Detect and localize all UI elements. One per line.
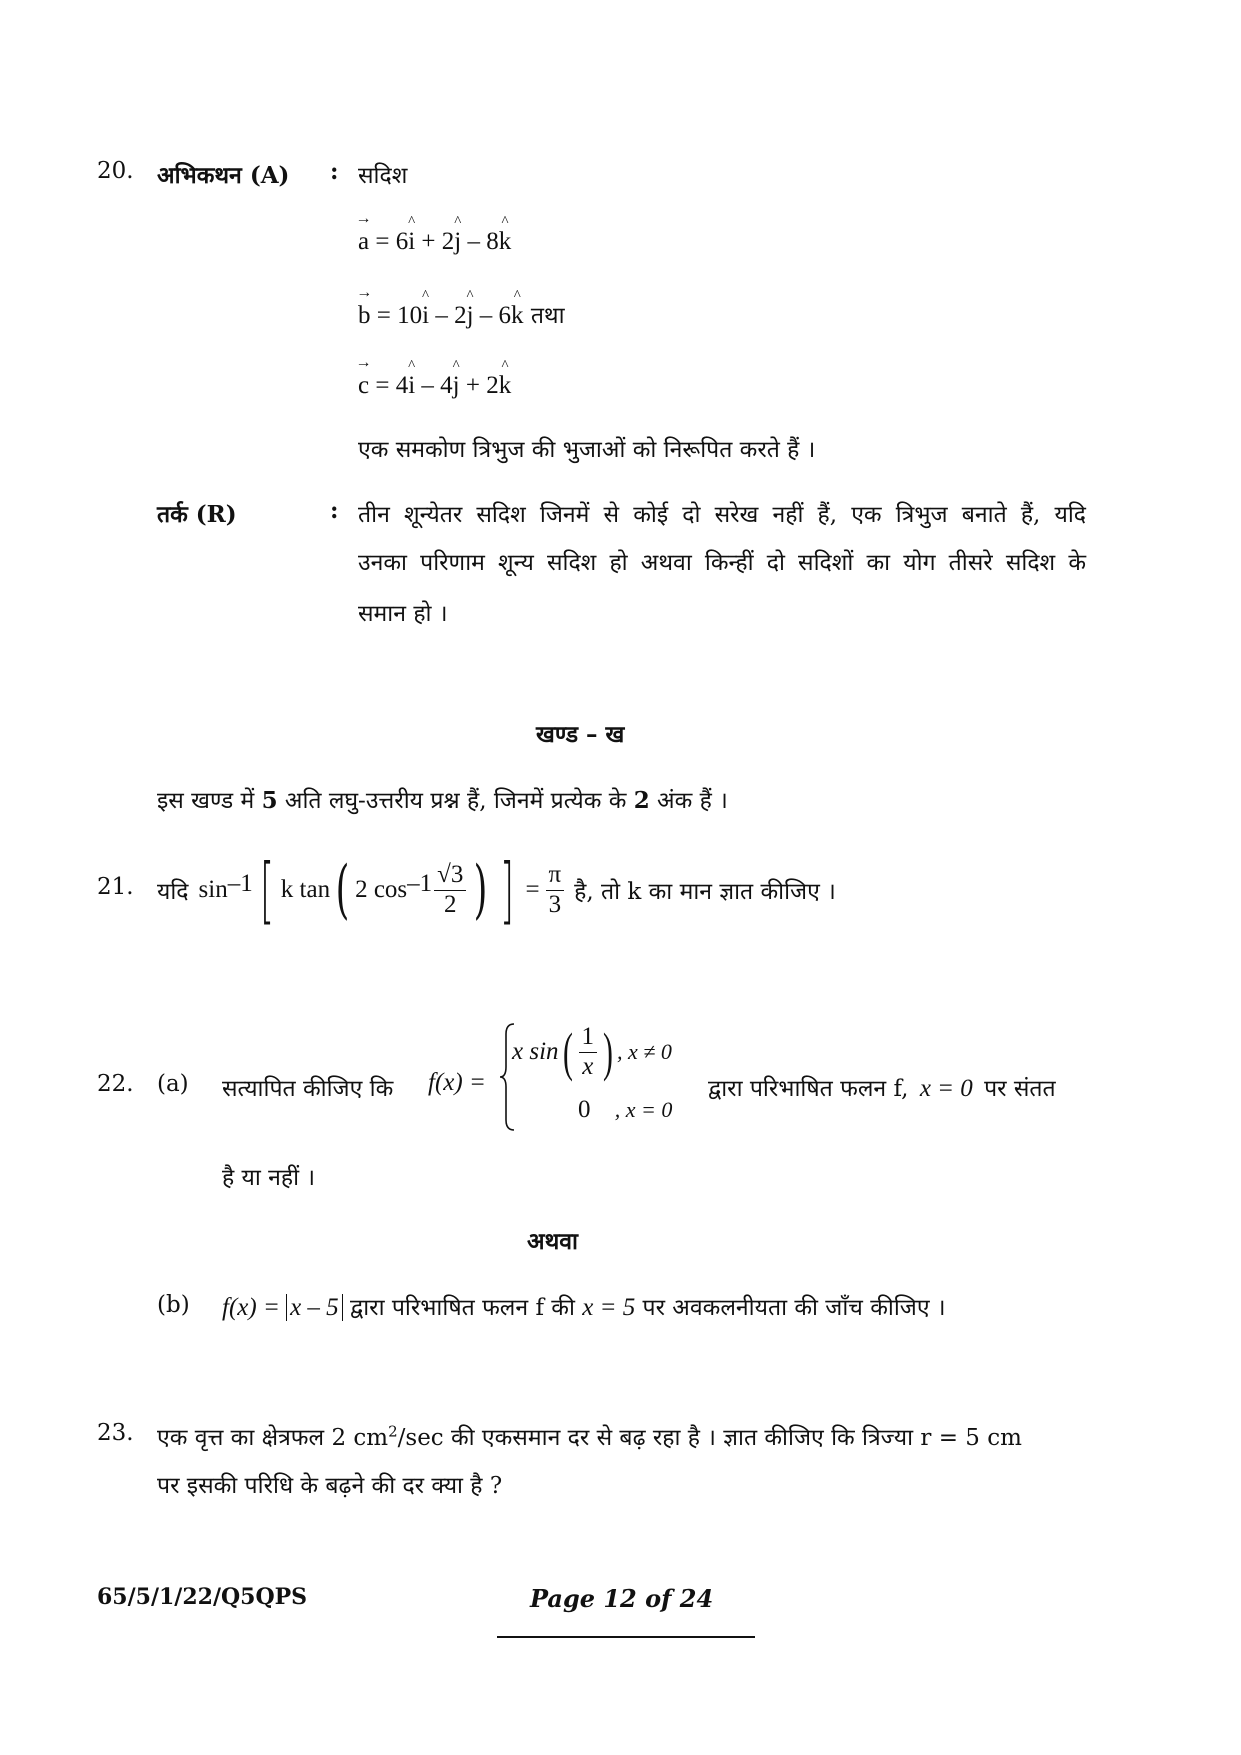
q22-number: 22. — [97, 1071, 134, 1097]
q22-fx: f(x) = — [428, 1069, 486, 1096]
vector-b-name: → b — [358, 302, 371, 330]
q22-part-b-text: f(x) = x – 5 द्वारा परिभाषित फलन f की x = 5 पर अवकलनीयता की जाँच कीजिए । — [222, 1294, 946, 1321]
vector-c-equation: → c = 4^ i – 4^ j + 2^ k — [358, 372, 511, 400]
vector-b-equation: → b = 10^ i – 2^ j – 6^ k तथा — [358, 298, 565, 330]
vector-a-name: → a — [358, 228, 369, 256]
q22-part-a-line-2: है या नहीं । — [222, 1165, 316, 1191]
q23-number: 23. — [97, 1420, 134, 1446]
q20-assertion-intro: सदिश — [358, 163, 408, 189]
vector-a-equation: → a = 6^ i + 2^ j – 8^ k — [358, 228, 511, 256]
q20-number: 20. — [97, 158, 134, 184]
q20-assertion-label: अभिकथन (A) — [157, 162, 290, 189]
vector-c-name: → c — [358, 372, 369, 400]
footer-paper-code: 65/5/1/22/Q5QPS — [97, 1584, 308, 1610]
section-title: खण्ड – ख — [536, 721, 625, 748]
q22-case-2: 0 , x = 0 — [578, 1096, 673, 1123]
q22-abs-value: x – 5 — [286, 1294, 343, 1321]
q22-part-a-label: (a) — [157, 1071, 189, 1097]
q21-fraction-pi-over-3: $\frac{\pi}{3}$ — [546, 861, 565, 920]
q20-assertion-end: एक समकोण त्रिभुज की भुजाओं को निरूपित करते हैं । — [358, 437, 816, 463]
footer-underline — [497, 1636, 755, 1638]
q20-reason-line-2: उनका परिणाम शून्य सदिश हो अथवा किन्हीं दो सदिशों का योग तीसरे सदिश के — [358, 550, 1086, 576]
q20-reason-line-3: समान हो । — [358, 601, 448, 627]
q22-fraction-1-over-x: $\frac{1}{x}$ — [579, 1023, 598, 1082]
q21-equation: यदि sin –1 [ k tan ( 2 cos –1 $\frac{√3}{2}$ ) ] = $\frac{\pi}{3}$ है, तो k का मान ज्ञात कीजिए । — [157, 848, 836, 932]
q21-suffix: है, तो k का मान ज्ञात कीजिए । — [574, 879, 836, 905]
q20-assertion-colon: : — [330, 158, 339, 185]
q21-number: 21. — [97, 874, 134, 900]
q22-case-1: x sin ( $\frac{1}{x}$ ) , x ≠ 0 — [512, 1022, 672, 1083]
q23-line-2: पर इसकी परिधि के बढ़ने की दर क्या है ? — [157, 1473, 503, 1499]
q22-or: अथवा — [527, 1228, 579, 1255]
q22-part-a-text-2: द्वारा परिभाषित फलन f, x = 0 पर संतत — [708, 1075, 1056, 1102]
q23-line-1: एक वृत्त का क्षेत्रफल 2 $cm^2/\sec$ की एकसमान दर से बढ़ रहा है । ज्ञात कीजिए कि त्रिज्या r = 5 cm — [157, 1422, 1022, 1451]
q20-reason-line-1: तीन शून्येतर सदिश जिनमें से कोई दो सरेख नहीं हैं, एक त्रिभुज बनाते हैं, यदि — [358, 502, 1086, 528]
q21-prefix: यदि — [157, 879, 189, 905]
q22-part-a-text: सत्यापित कीजिए कि — [222, 1076, 394, 1102]
q22-part-b-label: (b) — [157, 1292, 190, 1318]
section-intro: इस खण्ड में 5 अति लघु-उत्तरीय प्रश्न हैं, जिनमें प्रत्येक के 2 अंक हैं । — [157, 787, 728, 814]
q21-fraction-root3-over-2: $\frac{√3}{2}$ — [434, 861, 466, 920]
q20-reason-colon: : — [330, 497, 339, 524]
q20-reason-label: तर्क (R) — [157, 501, 237, 528]
footer-page-number: Page 12 of 24 — [530, 1584, 714, 1613]
